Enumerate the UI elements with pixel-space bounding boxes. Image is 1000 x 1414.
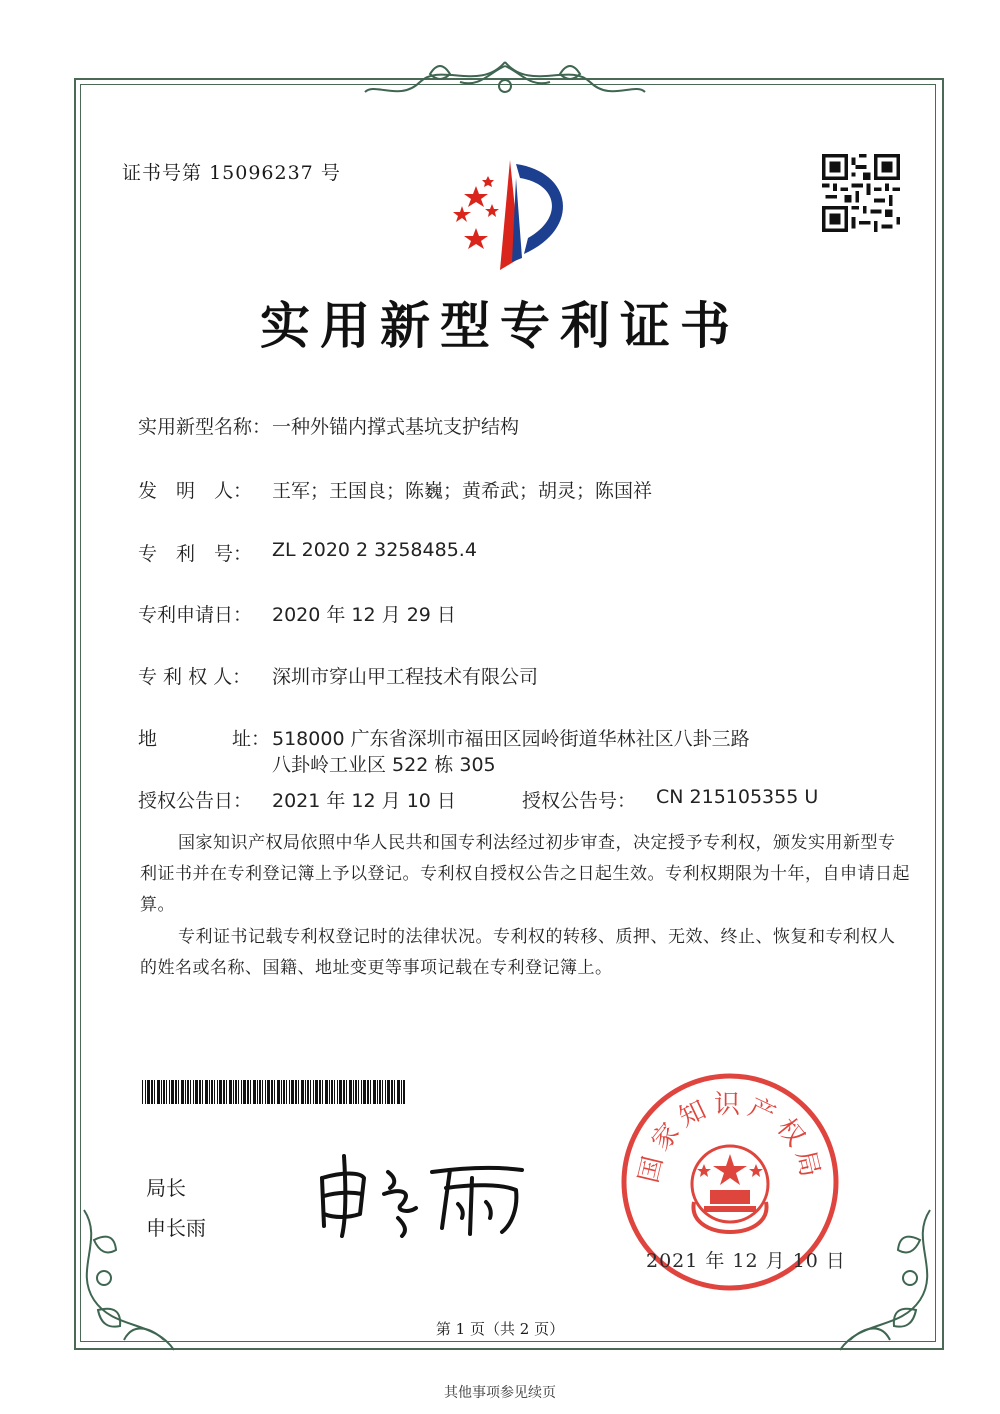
address-label-left: 地 [138, 728, 158, 750]
director-signature [312, 1148, 532, 1238]
address-label-right: 址： [232, 728, 271, 750]
certificate-number [122, 158, 341, 185]
patentee-label: 专 利 权 人： [138, 666, 252, 688]
qr-code [822, 154, 900, 232]
svg-text:国家知识产权局: 国家知识产权局 [633, 1090, 827, 1186]
seal-date: 2021 年 12 月 10 日 [646, 1250, 846, 1272]
utility-model-name-label: 实用新型名称： [138, 416, 272, 438]
footer-note: 其他事项参见续页 [444, 1385, 556, 1401]
grant-statement-paragraph: 国家知识产权局依照中华人民共和国专利法经过初步审查，决定授予专利权，颁发实用新型专利证书并在专利登记簿上予以登记。专利权自授权公告之日起生效。专利权期限为十年，自申请日起算。 [140, 833, 910, 915]
director-title: 局长 [146, 1176, 186, 1200]
cnipa-logo [432, 158, 582, 276]
utility-model-name-value: 一种外锚内撑式基坑支护结构 [272, 416, 520, 438]
top-ornament [360, 52, 650, 112]
certificate-title: 实用新型专利证书 [260, 297, 740, 355]
grant-number-value: CN 215105355 U [656, 786, 819, 808]
inventor-label: 发 明 人： [138, 480, 253, 502]
grant-date-label: 授权公告日： [138, 790, 253, 812]
address-line-2: 八卦岭工业区 522 栋 305 [272, 754, 496, 776]
patentee-value: 深圳市穿山甲工程技术有限公司 [272, 666, 539, 688]
address-line-1: 518000 广东省深圳市福田区园岭街道华林社区八卦三路 [272, 728, 750, 750]
page-number: 第 1 页（共 2 页） [435, 1320, 565, 1338]
certificate-number-suffix: 号 [320, 162, 341, 184]
grant-number-label: 授权公告号： [522, 790, 637, 812]
certificate-number-label: 证书号第 [122, 162, 203, 184]
director-name: 申长雨 [146, 1216, 206, 1240]
certificate-number-value: 15096237 [209, 162, 314, 184]
legal-status-paragraph: 专利证书记载专利权登记时的法律状况。专利权的转移、质押、无效、终止、恢复和专利权人的姓名或名称、国籍、地址变更等事项记载在专利登记簿上。 [140, 927, 896, 978]
grant-date-value: 2021 年 12 月 10 日 [272, 790, 456, 812]
barcode [142, 1080, 408, 1104]
filing-date-label: 专利申请日： [138, 604, 253, 626]
inventor-value: 王军；王国良；陈巍；黄希武；胡灵；陈国祥 [272, 480, 653, 502]
patent-number-value: ZL 2020 2 3258485.4 [272, 539, 477, 561]
filing-date-value: 2020 年 12 月 29 日 [272, 604, 456, 626]
patent-number-label: 专 利 号： [138, 543, 253, 565]
